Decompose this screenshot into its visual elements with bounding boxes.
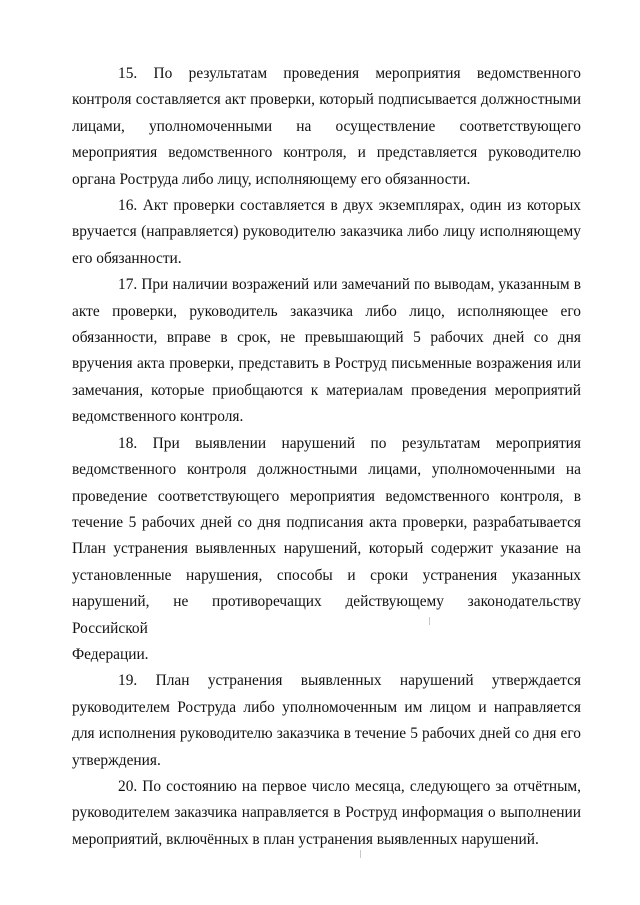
scan-speck	[360, 850, 361, 858]
text-line: обязанности, вправе в срок, не превышающий 5 рабочих дней со дня	[72, 329, 581, 347]
text-line: замечания, которые приобщаются к материалам проведения мероприятий	[72, 381, 581, 399]
text-line: 19. План устранения выявленных нарушений утверждается	[118, 672, 581, 690]
paragraph-18	[72, 431, 581, 669]
text-line: мероприятий, включённых в план устранения выявленных нарушений.	[72, 830, 539, 848]
text-line: течение 5 рабочих дней со дня подписания акта проверки, разрабатывается	[72, 513, 581, 531]
text-line: руководителем заказчика направляется в Роструд информация о выполнении	[72, 804, 581, 822]
paragraph-16	[72, 193, 581, 272]
document-body	[72, 61, 581, 853]
scan-speck	[429, 617, 430, 625]
text-line: руководителем Роструда либо уполномоченным им лицом и направляется	[72, 698, 581, 716]
text-line: нарушений, не противоречащих действующему законодательству Российской	[72, 593, 581, 637]
text-line: 18. При выявлении нарушений по результатам мероприятия	[118, 434, 581, 452]
text-line: План устранения выявленных нарушений, который содержит указание на	[72, 540, 581, 558]
text-line: 17. При наличии возражений или замечаний по выводам, указанным в	[118, 276, 581, 294]
paragraph-20	[72, 774, 581, 853]
text-line: вручается (направляется) руководителю заказчика либо лицу исполняющему	[72, 223, 581, 241]
text-line: 16. Акт проверки составляется в двух экземплярах, один из которых	[118, 197, 581, 215]
text-line: для исполнения руководителю заказчика в течение 5 рабочих дней со дня его	[72, 725, 581, 743]
text-line: установленные нарушения, способы и сроки устранения указанных	[72, 566, 581, 584]
text-line: его обязанности.	[72, 249, 182, 267]
paragraph-17	[72, 272, 581, 430]
text-line: лицами, уполномоченными на осуществление соответствующего	[72, 117, 581, 135]
text-line: утверждения.	[72, 751, 161, 769]
text-line: акте проверки, руководитель заказчика либо лицо, исполняющее его	[72, 302, 581, 320]
paragraph-15	[72, 61, 581, 193]
text-line: контроля составляется акт проверки, который подписывается должностными	[72, 91, 581, 109]
text-line: вручения акта проверки, представить в Роструд письменные возражения или	[72, 355, 581, 373]
text-line: мероприятия ведомственного контроля, и представляется руководителю	[72, 144, 581, 162]
text-line: Федерации.	[72, 645, 149, 663]
text-line: 20. По состоянию на первое число месяца, следующего за отчётным,	[118, 777, 581, 795]
text-line: ведомственного контроля.	[72, 408, 244, 426]
text-line: 15. По результатам проведения мероприятия ведомственного	[118, 65, 581, 82]
text-line: органа Роструда либо лицу, исполняющему его обязанности.	[72, 170, 471, 188]
paragraph-19	[72, 668, 581, 774]
text-line: ведомственного контроля должностными лицами, уполномоченными на	[72, 461, 581, 479]
text-line: проведение соответствующего мероприятия ведомственного контроля, в	[72, 487, 581, 505]
